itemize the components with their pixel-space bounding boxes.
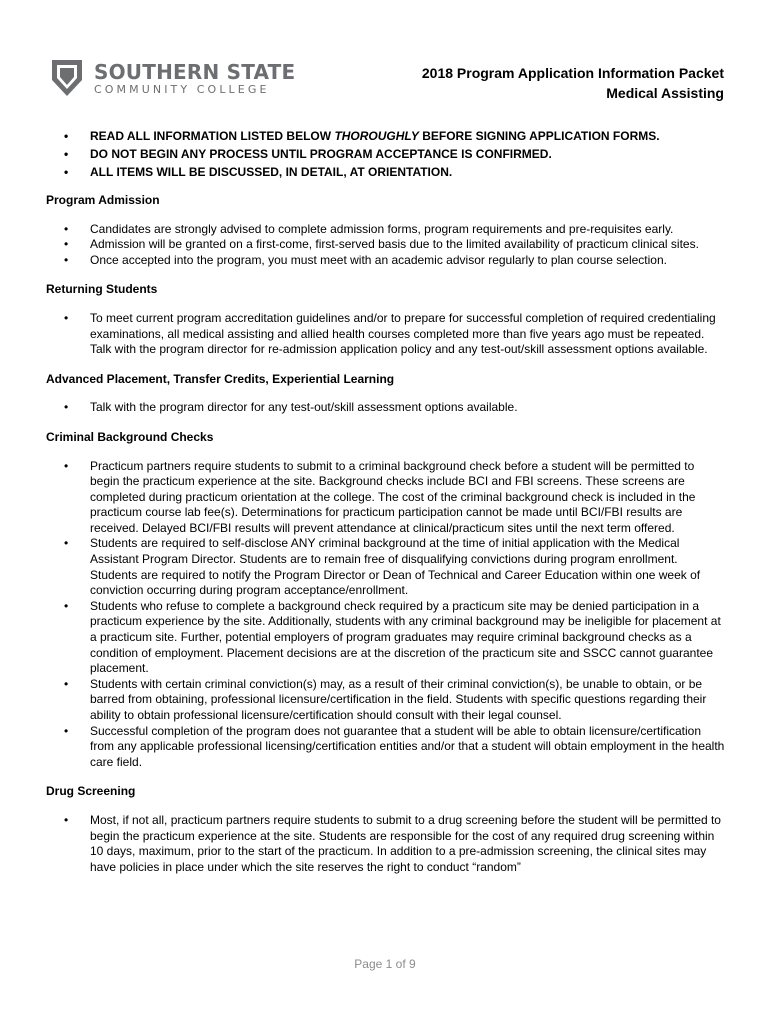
list-item: • Students are required to self-disclose ANY criminal background at the time of initial application with the Medical Assistant Program Director. Students are to remain free of disqualifying convictions during program enrollment. Students are required to notify the Program Director or Dean of Technical and Career Education within one week of conviction occurring during program acceptance/enrollment.: [46, 536, 726, 598]
intro-item: • DO NOT BEGIN ANY PROCESS UNTIL PROGRAM ACCEPTANCE IS CONFIRMED.: [46, 147, 726, 163]
list-item: • Candidates are strongly advised to complete admission forms, program requirements and pre-requisites early.: [46, 222, 726, 238]
program-admission-list: [46, 222, 726, 269]
shield-logo-icon: [50, 58, 84, 98]
section-heading-returning-students: Returning Students: [46, 282, 158, 297]
list-item: • Students with certain criminal conviction(s) may, as a result of their criminal conviction(s), be unable to obtain, or be barred from obtaining, professional licensure/certification in the field. Students with specific questions regarding their ability to obtain professional licensure/certification should consult with their legal counsel.: [46, 677, 726, 724]
page-number: Page 1 of 9: [354, 957, 416, 971]
intro-item: • READ ALL INFORMATION LISTED BELOW THOROUGHLY BEFORE SIGNING APPLICATION FORMS.: [46, 129, 726, 145]
returning-students-list: [46, 311, 726, 358]
list-item: • Admission will be granted on a first-come, first-served basis due to the limited availability of practicum clinical sites.: [46, 237, 726, 253]
intro-item: • ALL ITEMS WILL BE DISCUSSED, IN DETAIL, AT ORIENTATION.: [46, 165, 726, 181]
logo-subtitle: COMMUNITY COLLEGE: [94, 82, 270, 96]
list-item: • To meet current program accreditation guidelines and/or to prepare for successful completion of required credentialing examinations, all medical assisting and allied health courses completed more than five years ago must be repeated. Talk with the program director for re-admission application policy and any test-out/skill assessment options available.: [46, 311, 726, 358]
criminal-background-list: [46, 459, 726, 771]
section-heading-drug-screening: Drug Screening: [46, 784, 136, 799]
list-item: • Students who refuse to complete a background check required by a practicum site may be denied participation in a practicum experience by the site. Additionally, students with any criminal background may be ineligible for placement at a practicum site. Further, potential employers of program graduates may require criminal background checks as a condition of employment. Placement decisions are at the discretion of the practicum site and SSCC cannot guarantee placement.: [46, 599, 726, 677]
list-item: • Most, if not all, practicum partners require students to submit to a drug screening before the student will be permitted to begin the practicum experience at the site. Students are responsible for the cost of any required drug screening within 10 days, maximum, prior to the start of the practicum. In addition to a pre-admission screening, the clinical sites may have policies in place under which the site reserves the right to conduct “random”: [46, 813, 726, 875]
drug-screening-list: [46, 813, 726, 875]
document-subtitle: Medical Assisting: [606, 85, 724, 101]
list-item: • Talk with the program director for any test-out/skill assessment options available.: [46, 400, 726, 416]
list-item: • Practicum partners require students to submit to a criminal background check before a student will be permitted to begin the practicum experience at the site. Background checks include BCI and FBI screens. These screens are completed during practicum orientation at the college. The cost of the criminal background check is included in the practicum course lab fee(s). Determinations for practicum participation cannot be made until BCI/FBI results are received. Delayed BCI/FBI results will prevent attendance at clinical/practicum sites until the next term offered.: [46, 459, 726, 537]
document-header: [422, 63, 724, 103]
section-heading-advanced-placement: Advanced Placement, Transfer Credits, Experiential Learning: [46, 371, 395, 386]
document-body: [46, 129, 726, 875]
list-item: • Successful completion of the program does not guarantee that a student will be able to obtain licensure/certification from any applicable professional licensing/certification entities and/or that a student will obtain employment in the health care field.: [46, 724, 726, 771]
list-item: • Once accepted into the program, you must meet with an academic advisor regularly to plan course selection.: [46, 253, 726, 269]
document-title: 2018 Program Application Information Packet: [421, 65, 724, 81]
section-heading-criminal-background: Criminal Background Checks: [46, 429, 214, 444]
advanced-placement-list: [46, 400, 726, 416]
logo-name: SOUTHERN STATE: [94, 59, 296, 84]
section-heading-program-admission: Program Admission: [46, 192, 160, 207]
college-logo: [50, 58, 295, 98]
intro-list: [46, 129, 726, 181]
